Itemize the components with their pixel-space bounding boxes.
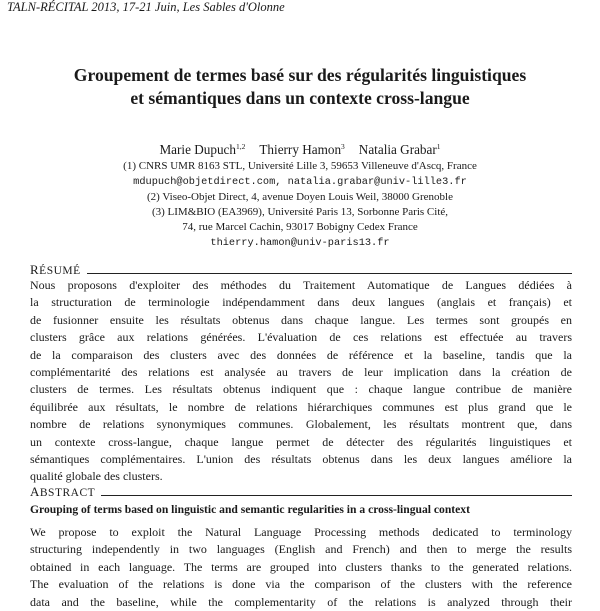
resume-line: Nous proposons d'exploiter des méthodes du Traitement Automatique de Langues dédiées à <box>30 278 572 292</box>
affiliation-3: (3) LIM&BIO (EA3969), Université Paris 13, Sorbonne Paris Cité, <box>151 206 449 218</box>
abstract-line: We propose to exploit the Natural Language Processing methods dedicated to terminology <box>30 525 572 539</box>
resume-line: un contexte cross-langue, chaque langue permet de détecter des régularités linguistiques et <box>30 434 572 449</box>
title-line-2: et sémantiques dans un contexte cross-langue <box>130 88 470 108</box>
paper-title <box>0 64 600 110</box>
resume-heading-rest: ÉSUMÉ <box>39 265 81 277</box>
resume-line: de fusionner ensuite les résultats obtenus dans chaque langue. Les termes sont groupés en <box>30 312 572 327</box>
running-header: TALN-RÉCITAL 2013, 17-21 Juin, Les Sables d'Olonne <box>7 0 285 14</box>
abstract-rule <box>30 495 572 496</box>
abstract-body <box>30 524 572 611</box>
resume-line: clusters grâce aux relations générées. L'évaluation de ces relations est effectuée au travers <box>30 330 572 345</box>
author-list <box>0 139 600 158</box>
abstract-heading <box>30 485 572 501</box>
resume-line: qualité globale des clusters. <box>30 469 163 484</box>
author-affiliation-marker: 3 <box>341 142 345 151</box>
abstract-line: obtained in each language. The terms are grouped into clusters thanks to the generated relations. <box>30 559 572 574</box>
abstract-line: The evaluation of the relations is done via the comparison of the clusters with the reference <box>30 577 572 592</box>
author-name: Thierry Hamon <box>259 142 342 157</box>
abstract-heading-rest: BSTRACT <box>39 487 96 499</box>
english-title: Grouping of terms based on linguistic and semantic regularities in a cross-lingual context <box>30 503 470 516</box>
affiliation-1-emails: mdupuch@objetdirect.com, natalia.grabar@univ-lille3.fr <box>133 176 467 188</box>
abstract-heading-initial: A <box>30 484 40 499</box>
abstract-line: structuring independently in two languages (English and French) and then to merge the results <box>30 542 572 557</box>
resume-line: nombre de relations synonymiques communes. Globalement, les résultats montrent que, dans <box>30 417 572 432</box>
affiliation-1: (1) CNRS UMR 8163 STL, Université Lille 3, 59653 Villeneuve d'Ascq, France <box>123 160 477 172</box>
abstract-line: data and the baseline, while the complementarity of the relations is analyzed through their <box>30 594 572 609</box>
author-affiliation-marker: 1 <box>436 142 441 151</box>
author-name: Marie Dupuch <box>159 142 236 157</box>
resume-line: de la comparaison des clusters avec des données de référence et la baseline, tandis que la <box>30 347 572 362</box>
resume-line: clusters de termes. Les résultats obtenus indiquent que : chaque langue contribue de manière <box>30 382 572 397</box>
resume-rule <box>30 273 572 274</box>
author-affiliation-marker: 1,2 <box>236 142 246 151</box>
resume-body <box>30 277 572 486</box>
resume-line: sémantiques complémentaires. L'union des résultats obtenus dans les deux langues améliore la <box>30 452 572 467</box>
resume-line: équilibrée aux résultats, le nombre de relations hiérarchiques communes est plus grand que le <box>30 399 572 414</box>
resume-heading-initial: R <box>30 262 40 277</box>
affiliation-3-email: thierry.hamon@univ-paris13.fr <box>210 237 390 249</box>
title-line-1: Groupement de termes basé sur des régularités linguistiques <box>73 65 527 85</box>
affiliation-3-address: 74, rue Marcel Cachin, 93017 Bobigny Cedex France <box>182 221 418 233</box>
affiliation-2: (2) Viseo-Objet Direct, 4, avenue Doyen Louis Weil, 38000 Grenoble <box>147 191 453 203</box>
author-name: Natalia Grabar <box>358 142 437 157</box>
resume-line: la structuration de terminologie indépendamment dans deux langues (anglais et français) et <box>30 295 572 310</box>
resume-line: complémentarité des relations est analysée au travers de leur implication dans la création de <box>30 365 572 380</box>
